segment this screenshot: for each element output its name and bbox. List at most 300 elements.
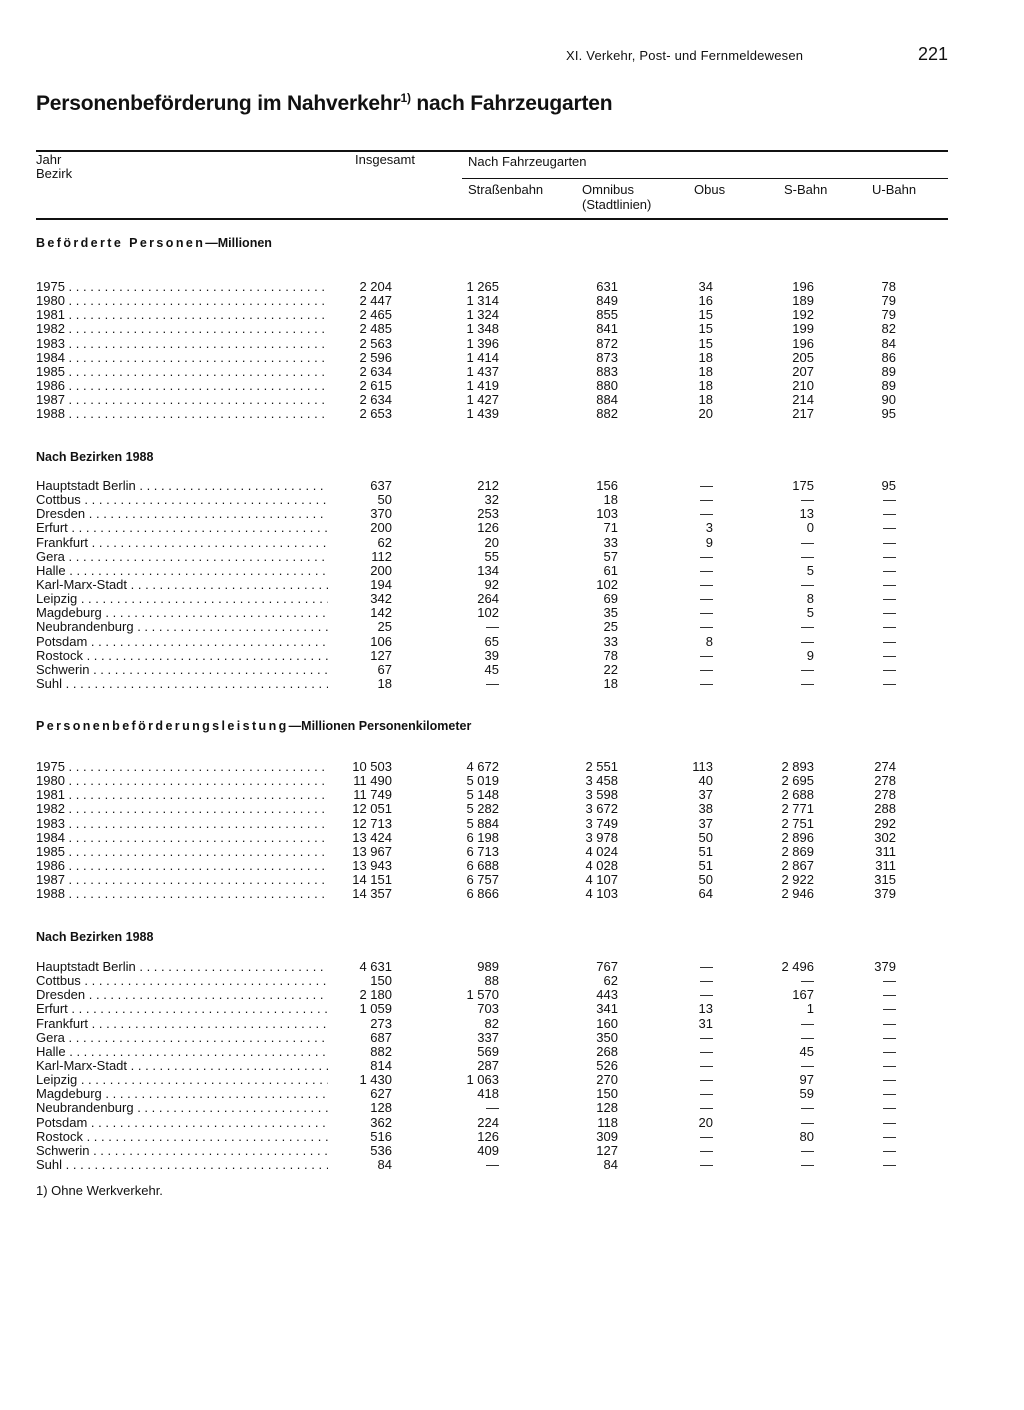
table-row [36,649,916,663]
cell-strassenbahn: — [486,1100,499,1116]
table-row [36,1002,916,1016]
table-row [36,788,916,802]
cell-omnibus: 3 749 [585,815,618,831]
cell-obus: 18 [698,377,713,393]
table-row [36,677,916,691]
row-label: 1982 . . . [36,802,328,816]
cell-ubahn: 95 [881,406,896,422]
table1-years [36,280,916,421]
cell-strassenbahn: 287 [477,1057,499,1073]
cell-strassenbahn: 4 672 [466,759,499,774]
row-label: Gera . . . [36,550,328,564]
cell-strassenbahn: 5 884 [466,815,499,831]
cell-omnibus: 268 [596,1043,618,1059]
cell-strassenbahn: 5 282 [466,801,499,817]
cell-ubahn: — [883,647,896,663]
cell-strassenbahn: 88 [484,973,499,989]
cell-strassenbahn: — [486,675,499,691]
cell-sbahn: 2 751 [781,815,814,831]
row-label: Magdeburg . . . [36,606,328,620]
cell-strassenbahn: 212 [477,478,499,493]
cell-sbahn: 167 [792,987,814,1003]
cell-sbahn: 2 896 [781,829,814,845]
table-row [36,845,916,859]
cell-sbahn: — [801,534,814,550]
cell-obus: 18 [698,349,713,365]
cell-obus: — [700,1072,713,1088]
cell-strassenbahn: 126 [477,520,499,536]
cell-insgesamt: 18 [377,675,392,691]
cell-sbahn: 80 [799,1128,814,1144]
table-row [36,322,916,336]
cell-omnibus: 3 672 [585,801,618,817]
cell-strassenbahn: 20 [484,534,499,550]
table-row [36,831,916,845]
cell-omnibus: 4 107 [585,872,618,888]
row-label: 1987 . . . [36,873,328,887]
cell-obus: 50 [698,829,713,845]
cell-obus: 15 [698,335,713,351]
cell-insgesamt: 516 [370,1128,392,1144]
row-label: 1983 . . . [36,337,328,351]
page-title [36,91,612,116]
table-row [36,1101,916,1115]
row-label: Erfurt . . . [36,1002,328,1016]
cell-sbahn: 189 [792,293,814,309]
cell-strassenbahn: 6 866 [466,886,499,902]
cell-omnibus: 22 [603,661,618,677]
cell-strassenbahn: 6 198 [466,829,499,845]
cell-insgesamt: 12 713 [352,815,392,831]
row-label: 1980 . . . [36,774,328,788]
table1-bezirke [36,479,916,691]
cell-strassenbahn: 1 427 [466,392,499,408]
cell-omnibus: 882 [596,406,618,422]
cell-obus: — [700,1142,713,1158]
cell-insgesamt: 2 485 [359,321,392,337]
cell-sbahn: 5 [806,605,814,621]
table-row [36,1073,916,1087]
cell-strassenbahn: 337 [477,1029,499,1045]
row-label: Karl-Marx-Stadt . . . [36,1059,328,1073]
cell-obus: — [700,959,713,974]
cell-sbahn: 210 [792,377,814,393]
cell-sbahn: — [801,1029,814,1045]
section-heading-befoerderte-personen [36,236,272,250]
cell-strassenbahn: 224 [477,1114,499,1130]
cell-sbahn: 9 [806,647,814,663]
cell-insgesamt: 67 [377,661,392,677]
cell-sbahn: 59 [799,1086,814,1102]
cell-ubahn: — [883,973,896,989]
cell-insgesamt: 882 [370,1043,392,1059]
row-label: Halle . . . [36,1045,328,1059]
table2-years [36,760,916,901]
cell-sbahn: 8 [806,591,814,607]
table2-bezirke [36,960,916,1172]
cell-ubahn: — [883,492,896,508]
cell-omnibus: 25 [603,619,618,635]
cell-omnibus: 4 028 [585,857,618,873]
row-label: 1984 . . . [36,831,328,845]
cell-insgesamt: 4 631 [359,959,392,974]
cell-ubahn: — [883,1015,896,1031]
row-label: Potsdam . . . [36,1116,328,1130]
cell-strassenbahn: 703 [477,1001,499,1017]
title-main: Personenbeförderung im Nahverkehr [36,92,401,115]
cell-obus: — [700,576,713,592]
section-heading-unit: —Millionen [205,236,272,250]
row-label: 1985 . . . [36,365,328,379]
cell-strassenbahn: 5 019 [466,773,499,789]
cell-omnibus: 35 [603,605,618,621]
cell-strassenbahn: 1 419 [466,377,499,393]
table-row [36,960,916,974]
cell-ubahn: — [883,591,896,607]
row-label: Erfurt . . . [36,521,328,535]
cell-insgesamt: 127 [370,647,392,663]
cell-strassenbahn: 39 [484,647,499,663]
table-row [36,294,916,308]
cell-omnibus: 62 [603,973,618,989]
table-row [36,663,916,677]
cell-insgesamt: 2 563 [359,335,392,351]
cell-obus: 18 [698,363,713,379]
cell-obus: 15 [698,307,713,323]
cell-strassenbahn: 1 348 [466,321,499,337]
table-row [36,407,916,421]
col-header-sbahn: S-Bahn [784,182,828,197]
cell-ubahn: — [883,576,896,592]
cell-omnibus: 156 [596,478,618,493]
row-label: 1984 . . . [36,351,328,365]
section-heading-befoerderungsleistung [36,719,471,733]
cell-strassenbahn: 1 314 [466,293,499,309]
cell-strassenbahn: 1 396 [466,335,499,351]
cell-sbahn: 175 [792,478,814,493]
cell-omnibus: 103 [596,506,618,522]
col-header-strassenbahn: Straßenbahn [468,182,544,197]
cell-obus: 51 [698,843,713,859]
cell-sbahn: — [801,1057,814,1073]
cell-omnibus: 841 [596,321,618,337]
table-row [36,1158,916,1172]
cell-insgesamt: 342 [370,591,392,607]
section-heading-unit: —Millionen Personenkilometer [288,719,472,733]
table-row [36,280,916,294]
row-label: Frankfurt . . . [36,1017,328,1031]
cell-ubahn: — [883,661,896,677]
cell-ubahn: 86 [881,349,896,365]
cell-obus: — [700,478,713,493]
cell-sbahn: 196 [792,335,814,351]
row-label: 1985 . . . [36,845,328,859]
cell-insgesamt: 142 [370,605,392,621]
cell-insgesamt: 13 943 [352,857,392,873]
cell-insgesamt: 150 [370,973,392,989]
cell-omnibus: 160 [596,1015,618,1031]
cell-ubahn: 90 [881,392,896,408]
cell-strassenbahn: 1 324 [466,307,499,323]
cell-ubahn: — [883,520,896,536]
cell-ubahn: 379 [874,886,896,902]
row-label: Neubrandenburg . . . [36,620,328,634]
running-header: XI. Verkehr, Post- und Fernmeldewesen [566,48,804,63]
table-row [36,337,916,351]
row-label: 1986 . . . [36,379,328,393]
col-header-ubahn: U-Bahn [872,182,917,197]
table-row [36,578,916,592]
cell-ubahn: 79 [881,307,896,323]
table-row [36,1017,916,1031]
cell-strassenbahn: 6 688 [466,857,499,873]
cell-strassenbahn: — [486,619,499,635]
cell-ubahn: 315 [874,872,896,888]
cell-sbahn: — [801,492,814,508]
cell-insgesamt: 11 749 [353,787,392,803]
col-header-jahr: Jahr [36,152,62,167]
cell-obus: — [700,548,713,564]
cell-strassenbahn: 253 [477,506,499,522]
cell-ubahn: — [883,1029,896,1045]
cell-ubahn: 311 [875,843,896,859]
row-label: Hauptstadt Berlin . . . [36,479,328,493]
cell-obus: 37 [698,815,713,831]
table-top-rule [36,150,948,152]
row-label: 1975 . . . [36,280,328,294]
table-row [36,1144,916,1158]
row-label: Leipzig . . . [36,592,328,606]
cell-ubahn: — [883,1114,896,1130]
row-label: Hauptstadt Berlin . . . [36,960,328,974]
cell-strassenbahn: 418 [477,1086,499,1102]
cell-insgesamt: 637 [370,478,392,493]
table-row [36,393,916,407]
footnote: 1) Ohne Werkverkehr. [36,1183,163,1198]
cell-ubahn: — [883,506,896,522]
cell-ubahn: 82 [881,321,896,337]
col-header-omnibus: Omnibus [582,182,635,197]
section-heading-spaced: Personenbeförderungsleistung [36,719,289,733]
cell-insgesamt: 2 596 [359,349,392,365]
cell-omnibus: 341 [596,1001,618,1017]
cell-insgesamt: 362 [370,1114,392,1130]
cell-omnibus: 3 978 [585,829,618,845]
cell-insgesamt: 2 180 [359,987,392,1003]
cell-sbahn: — [801,1142,814,1158]
cell-strassenbahn: 1 439 [466,406,499,422]
row-label: 1982 . . . [36,322,328,336]
table-row [36,365,916,379]
cell-ubahn: 274 [874,759,896,774]
cell-obus: 20 [698,406,713,422]
section-heading-bezirke-1: Nach Bezirken 1988 [36,450,154,464]
cell-strassenbahn: 1 570 [466,987,499,1003]
col-header-insgesamt: Insgesamt [355,152,415,167]
table-row [36,1130,916,1144]
cell-ubahn: — [883,633,896,649]
cell-omnibus: 18 [603,492,618,508]
cell-omnibus: 78 [603,647,618,663]
cell-sbahn: — [801,576,814,592]
row-label: Rostock . . . [36,1130,328,1144]
cell-sbahn: 13 [799,506,814,522]
section-heading-bezirke-2: Nach Bezirken 1988 [36,930,154,944]
cell-ubahn: 311 [875,857,896,873]
cell-omnibus: 71 [603,520,618,536]
cell-obus: — [700,1043,713,1059]
cell-sbahn: 214 [792,392,814,408]
table-row [36,521,916,535]
table-row [36,592,916,606]
cell-insgesamt: 112 [371,548,392,564]
cell-omnibus: 127 [596,1142,618,1158]
cell-insgesamt: 687 [370,1029,392,1045]
cell-insgesamt: 2 447 [359,293,392,309]
cell-insgesamt: 13 424 [352,829,392,845]
cell-strassenbahn: 134 [477,562,499,578]
cell-strassenbahn: 1 414 [466,349,499,365]
cell-sbahn: 192 [792,307,814,323]
cell-ubahn: 89 [881,363,896,379]
cell-insgesamt: 1 430 [359,1072,392,1088]
cell-obus: — [700,506,713,522]
group-rule [462,178,948,179]
cell-obus: — [700,1029,713,1045]
cell-ubahn: 302 [874,829,896,845]
cell-obus: — [700,987,713,1003]
cell-obus: 51 [698,857,713,873]
cell-strassenbahn: 264 [477,591,499,607]
cell-ubahn: — [883,562,896,578]
cell-strassenbahn: 32 [484,492,499,508]
cell-strassenbahn: 6 713 [466,843,499,859]
cell-obus: — [700,591,713,607]
cell-obus: — [700,1100,713,1116]
cell-ubahn: — [883,548,896,564]
col-header-obus: Obus [694,182,726,197]
cell-sbahn: — [801,1015,814,1031]
cell-ubahn: — [883,1043,896,1059]
cell-obus: 9 [705,534,713,550]
cell-insgesamt: 2 653 [359,406,392,422]
cell-ubahn: 79 [881,293,896,309]
row-label: Dresden . . . [36,988,328,1002]
row-label: Leipzig . . . [36,1073,328,1087]
cell-sbahn: — [801,675,814,691]
cell-insgesamt: 1 059 [359,1001,392,1017]
cell-strassenbahn: — [486,1156,499,1172]
cell-obus: — [700,619,713,635]
cell-omnibus: 443 [596,987,618,1003]
col-header-bezirk: Bezirk [36,166,73,181]
cell-strassenbahn: 102 [477,605,499,621]
page-number: 221 [918,44,949,64]
cell-sbahn: — [801,973,814,989]
row-label: Gera . . . [36,1031,328,1045]
cell-omnibus: 33 [603,534,618,550]
cell-insgesamt: 814 [370,1057,392,1073]
cell-omnibus: 4 024 [585,843,618,859]
cell-obus: 31 [698,1015,713,1031]
table-row [36,760,916,774]
cell-obus: — [700,973,713,989]
cell-insgesamt: 2 615 [359,377,392,393]
col-header-group: Nach Fahrzeugarten [468,154,587,169]
cell-obus: 16 [698,293,713,309]
table-row [36,379,916,393]
cell-insgesamt: 2 204 [359,279,392,294]
row-label: 1983 . . . [36,817,328,831]
table-row [36,1045,916,1059]
cell-ubahn: — [883,619,896,635]
cell-strassenbahn: 92 [484,576,499,592]
table-row [36,564,916,578]
table-row [36,817,916,831]
cell-ubahn: — [883,605,896,621]
cell-ubahn: — [883,1072,896,1088]
cell-omnibus: 631 [596,279,618,294]
cell-insgesamt: 128 [370,1100,392,1116]
cell-sbahn: — [801,1114,814,1130]
table-row [36,988,916,1002]
cell-insgesamt: 25 [377,619,392,635]
cell-omnibus: 128 [596,1100,618,1116]
cell-obus: 40 [698,773,713,789]
cell-sbahn: 2 946 [781,886,814,902]
cell-strassenbahn: 65 [484,633,499,649]
cell-ubahn: — [883,1156,896,1172]
cell-insgesamt: 273 [370,1015,392,1031]
cell-ubahn: 84 [881,335,896,351]
cell-sbahn: 2 771 [781,801,814,817]
cell-omnibus: 270 [596,1072,618,1088]
row-label: Suhl . . . [36,677,328,691]
cell-strassenbahn: 409 [477,1142,499,1158]
table-row [36,351,916,365]
cell-sbahn: — [801,619,814,635]
cell-sbahn: 2 922 [781,872,814,888]
cell-obus: 50 [698,872,713,888]
cell-insgesamt: 14 151 [352,872,392,888]
table-row [36,774,916,788]
cell-sbahn: 205 [792,349,814,365]
row-label: Schwerin . . . [36,1144,328,1158]
cell-ubahn: 292 [874,815,896,831]
cell-ubahn: — [883,1057,896,1073]
cell-sbahn: 2 867 [781,857,814,873]
cell-sbahn: 196 [792,279,814,294]
cell-obus: 20 [698,1114,713,1130]
cell-omnibus: 18 [603,675,618,691]
cell-obus: — [700,1128,713,1144]
row-label: 1988 . . . [36,407,328,421]
cell-omnibus: 855 [596,307,618,323]
table-row [36,308,916,322]
cell-ubahn: — [883,1100,896,1116]
cell-obus: — [700,675,713,691]
row-label: Schwerin . . . [36,663,328,677]
cell-omnibus: 150 [596,1086,618,1102]
cell-omnibus: 57 [603,548,618,564]
cell-omnibus: 526 [596,1057,618,1073]
cell-obus: — [700,562,713,578]
table-row [36,974,916,988]
cell-sbahn: 199 [792,321,814,337]
cell-omnibus: 884 [596,392,618,408]
row-label: 1981 . . . [36,788,328,802]
cell-obus: — [700,1156,713,1172]
